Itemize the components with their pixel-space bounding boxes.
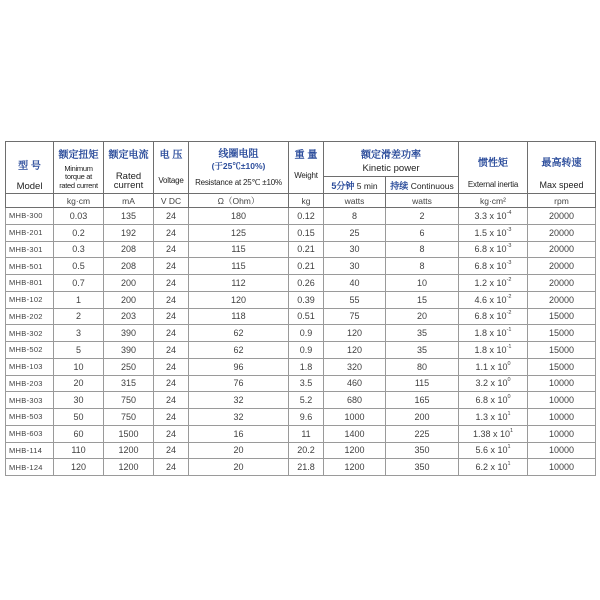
inertia-cell [459,275,528,292]
voltage-cell: 24 [154,358,189,375]
inertia-exponent: -3 [506,260,512,267]
voltage-cell: 24 [154,308,189,325]
weight-cell: 0.12 [289,208,324,225]
resistance-cell: 180 [189,208,289,225]
units-row [6,194,596,208]
power-continuous-cell: 10 [386,275,459,292]
current-cell: 208 [104,241,154,258]
current-cell: 135 [104,208,154,225]
current-cell: 203 [104,308,154,325]
power-continuous-cell: 8 [386,258,459,275]
weight-cell: 21.8 [289,459,324,476]
model-cell: MHB-202 [6,308,54,325]
current-cell: 1200 [104,459,154,476]
power-5min-cell: 1200 [324,459,386,476]
current-cell: 1200 [104,442,154,459]
weight-cell: 0.9 [289,342,324,359]
voltage-cell: 24 [154,425,189,442]
header-torque-en-3: rated current [59,181,98,190]
power-continuous-cell: 80 [386,358,459,375]
max-speed-cell: 10000 [528,375,596,392]
header-model-en: Model [16,181,43,192]
power-continuous-cell: 35 [386,342,459,359]
header-current-en-2: current [113,180,144,191]
power-5min-cell: 1400 [324,425,386,442]
header-5min-cn: 5分钟 [331,180,355,191]
inertia-base: 1.1 x 10 [475,361,508,372]
model-cell: MHB-124 [6,459,54,476]
header-inertia-en: External inertia [467,180,519,189]
header-resistance-sub: (于25℃±10%) [211,161,266,171]
power-5min-cell: 30 [324,258,386,275]
weight-cell: 3.5 [289,375,324,392]
inertia-base: 1.38 x 10 [472,428,510,439]
resistance-cell: 112 [189,275,289,292]
current-cell: 208 [104,258,154,275]
header-power-continuous [386,177,459,194]
torque-cell: 30 [54,392,104,409]
power-5min-cell: 320 [324,358,386,375]
torque-cell: 1 [54,291,104,308]
header-speed-en: Max speed [539,180,584,190]
power-continuous-cell: 8 [386,241,459,258]
max-speed-cell: 20000 [528,291,596,308]
power-5min-cell: 55 [324,291,386,308]
power-continuous-cell: 350 [386,459,459,476]
model-cell: MHB-502 [6,342,54,359]
inertia-base: 1.8 x 10 [474,328,507,339]
unit-current: mA [104,194,154,208]
unit-weight: kg [289,194,324,208]
header-continuous-en: Continuous [410,180,454,191]
units-section [6,194,596,208]
unit-torque: kg·cm [54,194,104,208]
power-5min-cell: 25 [324,224,386,241]
inertia-cell [459,442,528,459]
inertia-base: 1.2 x 10 [474,277,507,288]
max-speed-cell: 20000 [528,241,596,258]
resistance-cell: 118 [189,308,289,325]
header-resistance-en: Resistance at 25℃ ±10% [195,178,282,187]
voltage-cell: 24 [154,224,189,241]
inertia-base: 3.2 x 10 [475,378,508,389]
inertia-exponent: -4 [506,209,512,216]
model-cell: MHB-503 [6,409,54,426]
inertia-cell [459,208,528,225]
power-continuous-cell: 200 [386,409,459,426]
max-speed-cell: 20000 [528,258,596,275]
header-torque-en-1: Minimum [64,164,93,173]
inertia-base: 1.3 x 10 [475,411,508,422]
weight-cell: 0.15 [289,224,324,241]
model-cell: MHB-501 [6,258,54,275]
units-model-blank [6,194,54,208]
header-resistance [189,142,289,194]
header-current [104,142,154,194]
torque-cell: 60 [54,425,104,442]
weight-cell: 1.8 [289,358,324,375]
power-5min-cell: 75 [324,308,386,325]
weight-cell: 5.2 [289,392,324,409]
inertia-cell [459,241,528,258]
power-continuous-cell: 15 [386,291,459,308]
max-speed-cell: 10000 [528,409,596,426]
resistance-cell: 20 [189,459,289,476]
power-continuous-cell: 6 [386,224,459,241]
current-cell: 192 [104,224,154,241]
inertia-cell [459,342,528,359]
inertia-cell [459,291,528,308]
table-row [6,291,596,308]
inertia-cell [459,459,528,476]
inertia-cell [459,224,528,241]
inertia-exponent: -3 [506,226,512,233]
max-speed-cell: 15000 [528,358,596,375]
unit-inertia: kg·cm² [459,194,528,208]
resistance-cell: 76 [189,375,289,392]
inertia-cell [459,375,528,392]
power-continuous-cell: 2 [386,208,459,225]
power-continuous-cell: 225 [386,425,459,442]
inertia-base: 1.8 x 10 [474,344,507,355]
max-speed-cell: 20000 [528,208,596,225]
table-row [6,342,596,359]
inertia-cell [459,308,528,325]
inertia-exponent: -1 [506,327,512,334]
inertia-base: 6.2 x 10 [475,462,508,473]
inertia-exponent: -2 [506,293,512,300]
inertia-base: 6.8 x 10 [475,395,508,406]
inertia-exponent: 1 [507,461,511,468]
inertia-base: 4.6 x 10 [474,294,507,305]
torque-cell: 120 [54,459,104,476]
inertia-cell [459,325,528,342]
table-row [6,425,596,442]
model-cell: MHB-302 [6,325,54,342]
header-continuous-cn: 持续 [390,180,409,191]
voltage-cell: 24 [154,442,189,459]
voltage-cell: 24 [154,325,189,342]
max-speed-cell: 10000 [528,442,596,459]
torque-cell: 5 [54,342,104,359]
inertia-cell [459,409,528,426]
data-rows [6,208,596,476]
weight-cell: 0.9 [289,325,324,342]
resistance-cell: 96 [189,358,289,375]
model-cell: MHB-301 [6,241,54,258]
table-row [6,442,596,459]
inertia-base: 1.5 x 10 [474,227,507,238]
table-row [6,392,596,409]
model-cell: MHB-801 [6,275,54,292]
inertia-base: 3.3 x 10 [474,210,507,221]
inertia-cell [459,358,528,375]
max-speed-cell: 15000 [528,325,596,342]
unit-power-5min: watts [324,194,386,208]
inertia-exponent: 0 [507,377,511,384]
header-model-cn: 型 号 [18,161,41,172]
current-cell: 200 [104,275,154,292]
weight-cell: 20.2 [289,442,324,459]
unit-resistance: Ω（Ohm） [189,194,289,208]
power-5min-cell: 120 [324,325,386,342]
resistance-cell: 20 [189,442,289,459]
power-5min-cell: 40 [324,275,386,292]
weight-cell: 0.39 [289,291,324,308]
model-cell: MHB-114 [6,442,54,459]
power-continuous-cell: 350 [386,442,459,459]
header-power-5min [324,177,386,194]
torque-cell: 0.3 [54,241,104,258]
header-inertia-cn: 惯性矩 [478,158,508,169]
resistance-cell: 62 [189,325,289,342]
table-row [6,308,596,325]
header-torque [54,142,104,194]
header-model [6,142,54,194]
model-cell: MHB-203 [6,375,54,392]
voltage-cell: 24 [154,291,189,308]
inertia-exponent: 0 [507,360,511,367]
resistance-cell: 62 [189,342,289,359]
header-weight-en: Weight [294,171,318,180]
table-row [6,224,596,241]
voltage-cell: 24 [154,342,189,359]
power-continuous-cell: 20 [386,308,459,325]
torque-cell: 2 [54,308,104,325]
torque-cell: 0.2 [54,224,104,241]
voltage-cell: 24 [154,208,189,225]
table-row [6,208,596,225]
table-header [6,142,596,194]
resistance-cell: 125 [189,224,289,241]
model-cell: MHB-201 [6,224,54,241]
header-5min-en: 5 min [356,180,378,191]
header-kinetic-power [324,142,459,177]
table-row [6,325,596,342]
spec-table [5,141,596,476]
torque-cell: 0.03 [54,208,104,225]
header-weight [289,142,324,194]
power-5min-cell: 120 [324,342,386,359]
resistance-cell: 115 [189,241,289,258]
max-speed-cell: 15000 [528,308,596,325]
resistance-cell: 16 [189,425,289,442]
inertia-base: 6.8 x 10 [474,311,507,322]
torque-cell: 0.7 [54,275,104,292]
power-5min-cell: 1000 [324,409,386,426]
power-5min-cell: 8 [324,208,386,225]
max-speed-cell: 20000 [528,224,596,241]
inertia-exponent: 1 [507,410,511,417]
weight-cell: 0.21 [289,241,324,258]
model-cell: MHB-603 [6,425,54,442]
inertia-base: 6.8 x 10 [474,244,507,255]
header-weight-cn: 重 量 [294,150,318,161]
inertia-exponent: 1 [507,444,511,451]
model-cell: MHB-102 [6,291,54,308]
weight-cell: 0.26 [289,275,324,292]
inertia-exponent: -2 [506,310,512,317]
power-continuous-cell: 165 [386,392,459,409]
weight-cell: 0.51 [289,308,324,325]
current-cell: 315 [104,375,154,392]
header-voltage [154,142,189,194]
max-speed-cell: 10000 [528,392,596,409]
max-speed-cell: 10000 [528,425,596,442]
current-cell: 250 [104,358,154,375]
header-kinetic-cn: 额定滑差功率 [361,150,421,161]
torque-cell: 0.5 [54,258,104,275]
resistance-cell: 32 [189,409,289,426]
header-max-speed [528,142,596,194]
header-current-en-1: Rated [115,171,142,182]
max-speed-cell: 10000 [528,459,596,476]
header-resistance-cn: 线圈电阻 [218,149,259,160]
power-5min-cell: 680 [324,392,386,409]
power-5min-cell: 30 [324,241,386,258]
table-row [6,375,596,392]
inertia-cell [459,392,528,409]
inertia-cell [459,258,528,275]
header-speed-cn: 最高转速 [541,158,582,169]
power-5min-cell: 460 [324,375,386,392]
header-torque-cn: 额定扭矩 [58,150,99,161]
power-continuous-cell: 115 [386,375,459,392]
current-cell: 200 [104,291,154,308]
resistance-cell: 115 [189,258,289,275]
voltage-cell: 24 [154,392,189,409]
inertia-exponent: -1 [506,343,512,350]
model-cell: MHB-103 [6,358,54,375]
model-cell: MHB-300 [6,208,54,225]
weight-cell: 11 [289,425,324,442]
current-cell: 390 [104,325,154,342]
inertia-base: 6.8 x 10 [474,261,507,272]
table-row [6,258,596,275]
header-inertia [459,142,528,194]
inertia-exponent: -2 [506,276,512,283]
resistance-cell: 120 [189,291,289,308]
max-speed-cell: 20000 [528,275,596,292]
voltage-cell: 24 [154,275,189,292]
torque-cell: 20 [54,375,104,392]
current-cell: 1500 [104,425,154,442]
power-continuous-cell: 35 [386,325,459,342]
torque-cell: 110 [54,442,104,459]
table-row [6,358,596,375]
voltage-cell: 24 [154,375,189,392]
inertia-base: 5.6 x 10 [475,445,508,456]
unit-power-continuous: watts [386,194,459,208]
voltage-cell: 24 [154,258,189,275]
table-row [6,275,596,292]
weight-cell: 9.6 [289,409,324,426]
header-voltage-cn: 电 压 [159,150,183,161]
torque-cell: 50 [54,409,104,426]
torque-cell: 10 [54,358,104,375]
weight-cell: 0.21 [289,258,324,275]
header-voltage-en: Voltage [158,176,184,185]
unit-voltage: V DC [154,194,189,208]
table-row [6,409,596,426]
resistance-cell: 32 [189,392,289,409]
table-row [6,459,596,476]
current-cell: 390 [104,342,154,359]
current-cell: 750 [104,409,154,426]
header-kinetic-en: Kinetic power [362,163,420,174]
voltage-cell: 24 [154,409,189,426]
table-row [6,241,596,258]
inertia-cell [459,425,528,442]
inertia-exponent: 1 [509,427,514,434]
model-cell: MHB-303 [6,392,54,409]
voltage-cell: 24 [154,459,189,476]
header-current-cn: 额定电流 [108,150,149,161]
header-torque-en-2: torque at [65,172,92,181]
torque-cell: 3 [54,325,104,342]
unit-max-speed: rpm [528,194,596,208]
inertia-exponent: 0 [507,394,511,401]
current-cell: 750 [104,392,154,409]
voltage-cell: 24 [154,241,189,258]
inertia-exponent: -3 [506,243,512,250]
max-speed-cell: 15000 [528,342,596,359]
power-5min-cell: 1200 [324,442,386,459]
